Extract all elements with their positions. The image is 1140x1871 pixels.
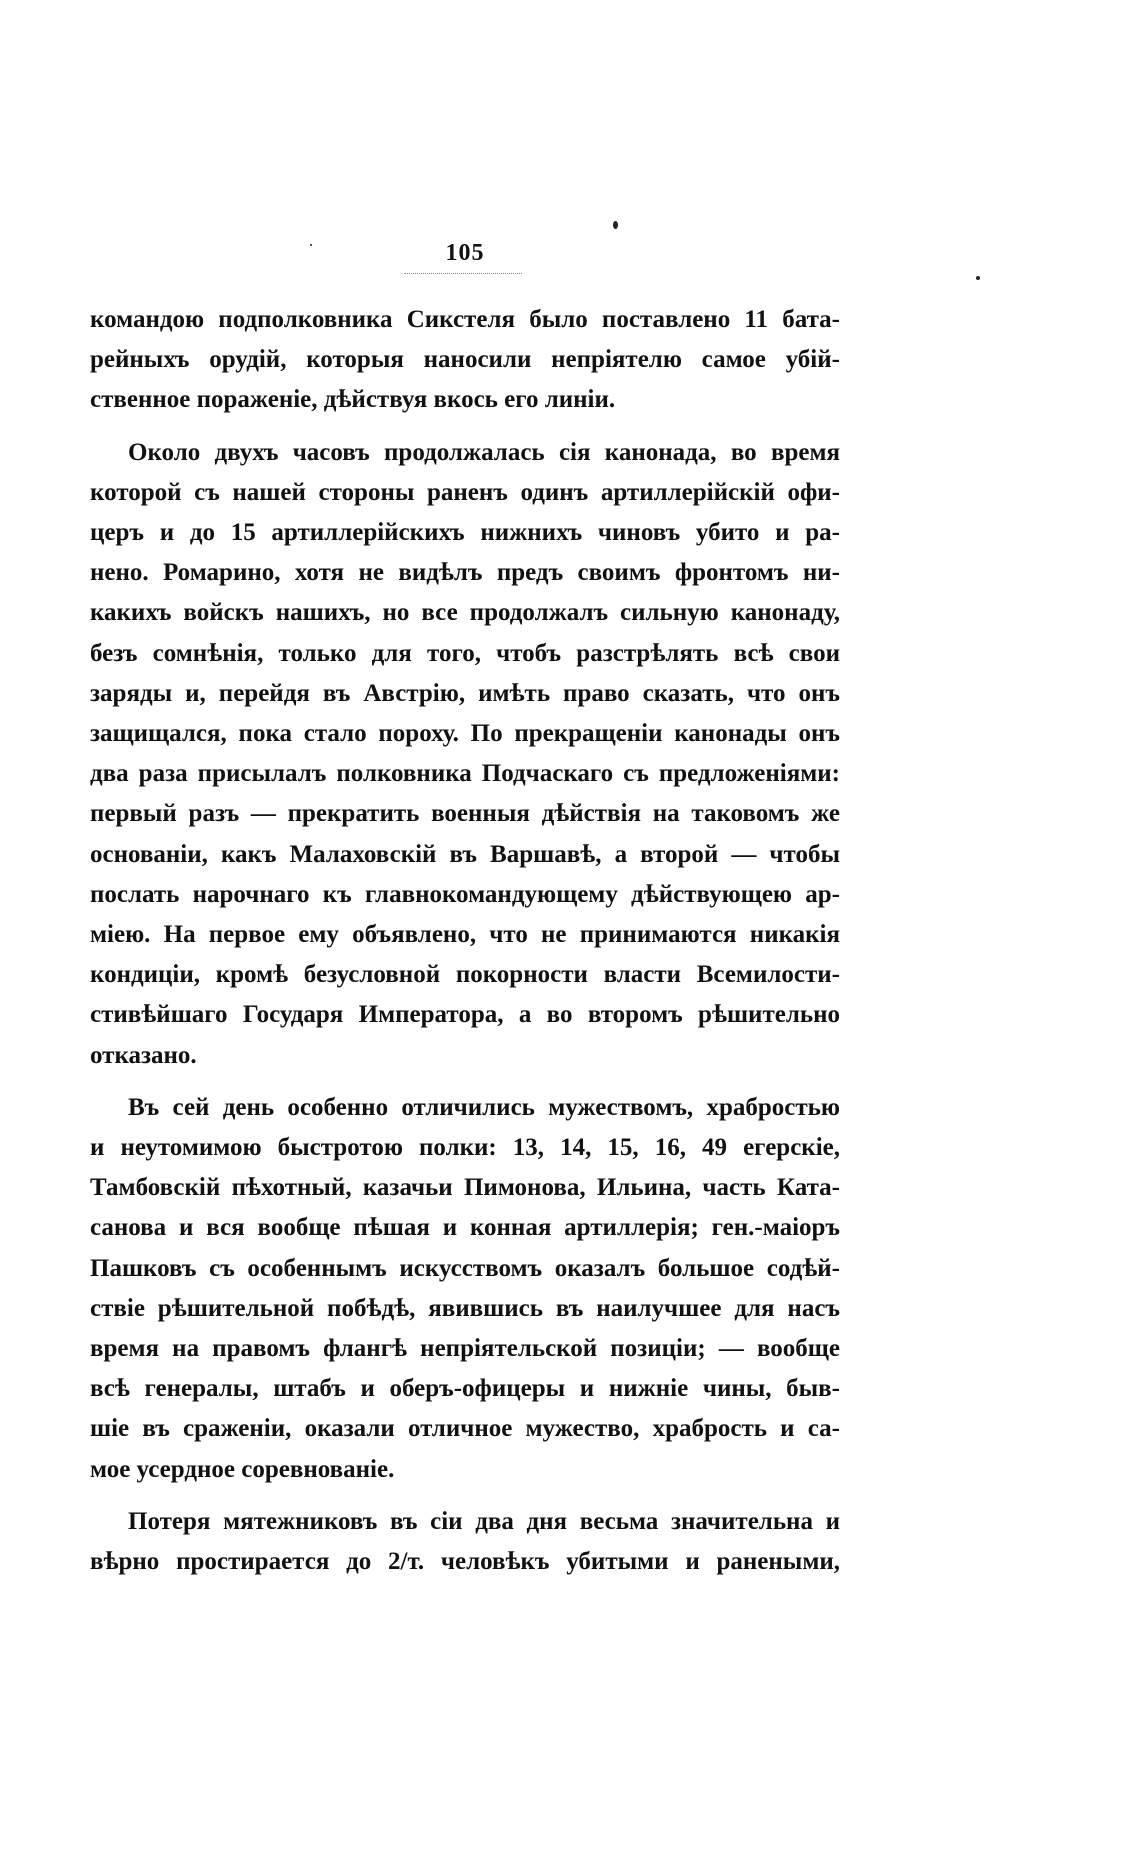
ink-speck xyxy=(613,221,618,229)
text-line: мое усердное соревнованіе. xyxy=(90,1455,395,1483)
text-line: санова и вся вообще пѣшая и конная артиллерія; ген.-маіоръ xyxy=(90,1214,840,1242)
text-line: время на правомъ флангѣ непріятельской позиціи; — вообще xyxy=(90,1335,840,1363)
text-line: какихъ войскъ нашихъ, но все продолжалъ сильную канонаду, xyxy=(90,599,840,627)
text-line: заряды и, перейдя въ Австрію, имѣть право сказать, что онъ xyxy=(90,679,840,707)
ink-speck xyxy=(976,276,980,280)
text-line: безъ сомнѣнія, только для того, чтобъ разстрѣлять всѣ свои xyxy=(90,639,840,667)
text-line: Потеря мятежниковъ въ сіи два дня весьма значительна и xyxy=(128,1507,840,1535)
text-line: и неутомимою быстротою полки: 13, 14, 15, 16, 49 егерскіе, xyxy=(90,1134,840,1162)
text-line: церъ и до 15 артиллерійскихъ нижнихъ чиновъ убито и ра- xyxy=(90,519,840,547)
text-line: Пашковъ съ особеннымъ искусствомъ оказалъ большое содѣй- xyxy=(90,1254,840,1282)
page-number-rule xyxy=(404,273,522,274)
text-line: послать нарочнаго къ главнокомандующему дѣйствующею ар- xyxy=(90,880,840,908)
text-line: первый разъ — прекратить военныя дѣйствія на таковомъ же xyxy=(90,800,840,828)
text-line: отказано. xyxy=(90,1041,197,1069)
text-line: Около двухъ часовъ продолжалась сія канонада, во время xyxy=(128,438,840,466)
text-line: которой съ нашей стороны раненъ одинъ артиллерійскій офи- xyxy=(90,478,840,506)
text-line: Тамбовскій пѣхотный, казачьи Пимонова, Ильина, часть Ката- xyxy=(90,1174,840,1202)
text-line: кондиціи, кромѣ безусловной покорности власти Всемилости- xyxy=(90,961,840,989)
text-line: шіе въ сраженіи, оказали отличное мужество, храбрость и са- xyxy=(90,1415,840,1443)
text-line: нено. Ромарино, хотя не видѣлъ предъ своимъ фронтомъ ни- xyxy=(90,559,840,587)
text-line: защищался, пока стало пороху. По прекращеніи канонады онъ xyxy=(90,720,840,748)
body-text xyxy=(90,300,840,1582)
text-line: всѣ генералы, штабъ и оберъ-офицеры и нижніе чины, быв- xyxy=(90,1375,840,1403)
paragraph-4 xyxy=(90,1502,840,1582)
text-line: міею. На первое ему объявлено, что не принимаются никакія xyxy=(90,921,840,949)
ink-speck xyxy=(310,244,312,246)
text-line: стивѣйшаго Государя Императора, а во второмъ рѣшительно xyxy=(90,1001,840,1029)
text-line: командою подполковника Сикстеля было поставлено 11 бата- xyxy=(90,306,840,333)
text-line: ствіе рѣшительной побѣдѣ, явившись въ наилучшее для насъ xyxy=(90,1294,840,1322)
paragraph-1 xyxy=(90,300,840,421)
text-line: основаніи, какъ Малаховскій въ Варшавѣ, а второй — чтобы xyxy=(90,840,840,868)
text-line: Въ сей день особенно отличились мужествомъ, храбростью xyxy=(128,1093,840,1121)
paragraph-3 xyxy=(90,1088,840,1490)
text-line: вѣрно простирается до 2/т. человѣкъ убитыми и ранеными, xyxy=(90,1548,840,1576)
text-line: ственное пораженіе, дѣйствуя вкось его линіи. xyxy=(90,386,616,414)
text-line: два раза присылалъ полковника Подчаскаго съ предложеніями: xyxy=(90,760,840,788)
paragraph-2 xyxy=(90,433,840,1076)
page-number: 105 xyxy=(445,240,485,266)
text-line: рейныхъ орудій, которыя наносили непріятелю самое убій- xyxy=(90,346,840,374)
